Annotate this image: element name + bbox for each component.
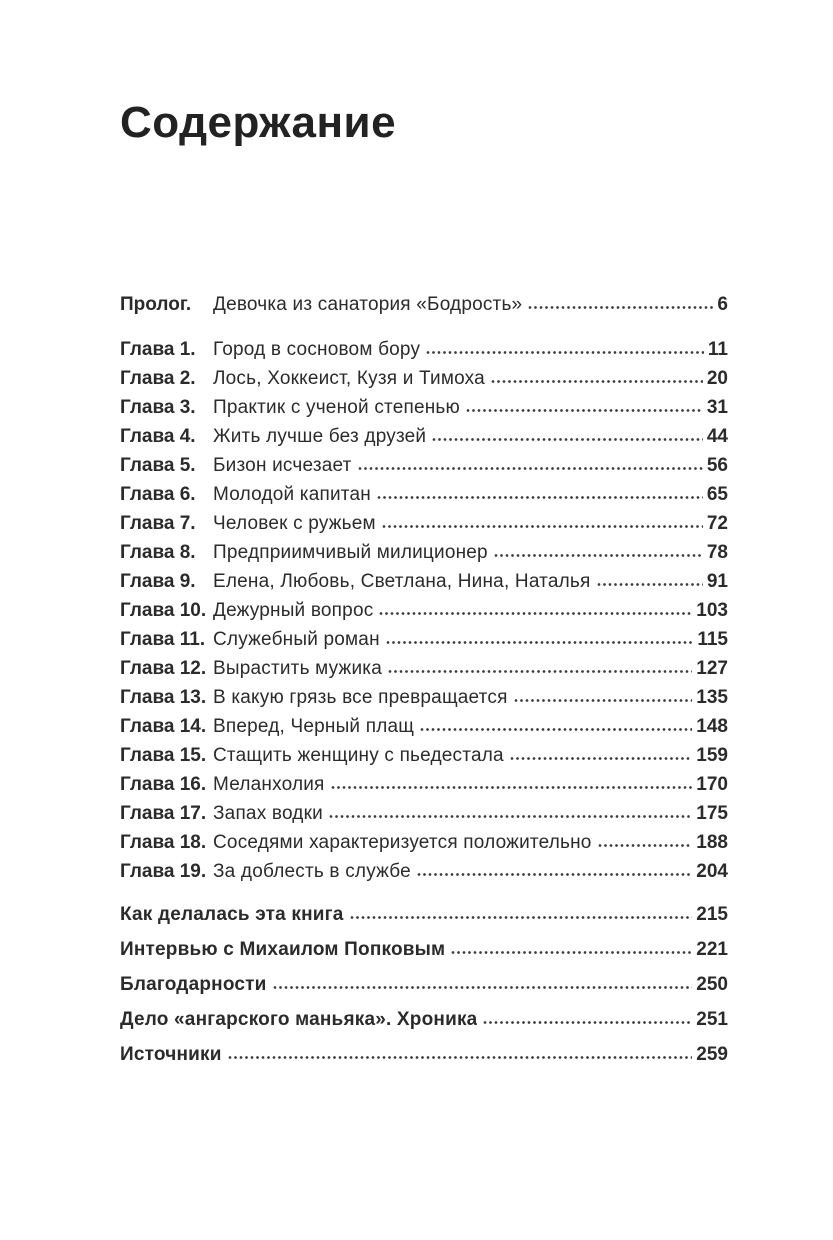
toc-row [120, 683, 728, 712]
dot-leader [426, 350, 704, 355]
toc-row [120, 828, 728, 857]
page-number: 11 [707, 339, 728, 360]
chapter-title: Девочка из санатория «Бодрость» [213, 294, 523, 315]
page-number: 221 [696, 939, 728, 960]
chapter-label: Глава 3. [120, 397, 196, 418]
dot-leader [491, 379, 703, 384]
chapter-label: Глава 11. [120, 629, 206, 650]
page-number: 215 [696, 904, 728, 925]
page-number: 250 [696, 974, 728, 995]
toc-row [120, 712, 728, 741]
section-title: Источники [120, 1044, 222, 1065]
chapter-title: За доблесть в службе [213, 861, 411, 882]
page-number: 56 [706, 455, 728, 476]
chapter-label: Глава 5. [120, 455, 196, 476]
dot-leader [358, 466, 703, 471]
toc-row [120, 625, 728, 654]
chapter-label: Глава 6. [120, 484, 196, 505]
toc-row [120, 364, 728, 393]
toc-row [120, 509, 728, 538]
toc-row [120, 480, 728, 509]
chapter-label: Глава 19. [120, 861, 207, 882]
dot-leader [379, 611, 692, 616]
toc-row [120, 770, 728, 799]
dot-leader [466, 408, 703, 413]
toc-row [120, 857, 728, 886]
toc-row [120, 335, 728, 364]
dot-leader [597, 582, 703, 587]
toc-section-row [120, 970, 728, 999]
chapter-title: Молодой капитан [213, 484, 371, 505]
page-number: 259 [696, 1044, 728, 1065]
dot-leader [598, 843, 693, 848]
chapter-title: В какую грязь все превращается [213, 687, 508, 708]
toc-section-row [120, 1005, 728, 1034]
chapter-title: Служебный роман [213, 629, 380, 650]
chapter-title: Меланхолия [213, 774, 325, 795]
chapter-label: Глава 10. [120, 600, 207, 621]
chapter-label: Глава 9. [120, 571, 196, 592]
page-number: 72 [706, 513, 728, 534]
section-title: Как делалась эта книга [120, 904, 344, 925]
toc-row [120, 451, 728, 480]
chapter-label: Глава 18. [120, 832, 207, 853]
chapter-label: Пролог. [120, 294, 192, 315]
chapter-title: Стащить женщину с пьедестала [213, 745, 504, 766]
chapter-title: Предприимчивый милиционер [213, 542, 488, 563]
chapter-label: Глава 7. [120, 513, 196, 534]
dot-leader [382, 524, 703, 529]
page-number: 31 [706, 397, 728, 418]
dot-leader [417, 872, 692, 877]
page-number: 204 [696, 861, 728, 882]
chapter-label: Глава 1. [120, 339, 196, 360]
dot-leader [494, 553, 703, 558]
toc-section-row [120, 1040, 728, 1069]
dot-leader [273, 985, 693, 990]
chapter-title: Человек с ружьем [213, 513, 376, 534]
chapter-title: Запах водки [213, 803, 323, 824]
chapter-label: Глава 16. [120, 774, 207, 795]
toc-row [120, 654, 728, 683]
page-number: 91 [706, 571, 728, 592]
toc-row [120, 799, 728, 828]
toc-row [120, 741, 728, 770]
toc-row-prologue [120, 290, 728, 319]
page-number: 65 [706, 484, 728, 505]
page-number: 251 [696, 1009, 728, 1030]
chapter-label: Глава 14. [120, 716, 207, 737]
dot-leader [331, 785, 693, 790]
chapter-title: Вырастить мужика [213, 658, 382, 679]
chapter-title: Город в сосновом бору [213, 339, 421, 360]
chapter-title: Дежурный вопрос [213, 600, 374, 621]
toc-row [120, 422, 728, 451]
toc-row [120, 393, 728, 422]
page-number: 44 [706, 426, 728, 447]
page-number: 78 [706, 542, 728, 563]
page-number: 135 [696, 687, 728, 708]
dot-leader [528, 305, 713, 310]
page-number: 175 [696, 803, 728, 824]
toc-row [120, 538, 728, 567]
dot-leader [388, 669, 692, 674]
page-number: 127 [696, 658, 728, 679]
dot-leader [432, 437, 703, 442]
dot-leader [451, 950, 692, 955]
page-number: 115 [697, 629, 728, 650]
chapter-label: Глава 2. [120, 368, 196, 389]
section-title: Интервью с Михаилом Попковым [120, 939, 446, 960]
page-number: 159 [696, 745, 728, 766]
chapter-label: Глава 12. [120, 658, 207, 679]
dot-leader [329, 814, 692, 819]
dot-leader [386, 640, 694, 645]
page-number: 20 [706, 368, 728, 389]
section-title: Дело «ангарского маньяка». Хроника [120, 1009, 478, 1030]
page-number: 188 [696, 832, 728, 853]
section-list [120, 900, 728, 1069]
section-title: Благодарности [120, 974, 267, 995]
dot-leader [350, 915, 693, 920]
chapter-title: Практик с ученой степенью [213, 397, 460, 418]
chapter-title: Бизон исчезает [213, 455, 352, 476]
chapter-label: Глава 8. [120, 542, 196, 563]
page-title: Содержание [120, 98, 397, 147]
chapter-title: Лось, Хоккеист, Кузя и Тимоха [213, 368, 485, 389]
page-number: 103 [696, 600, 728, 621]
dot-leader [377, 495, 703, 500]
page-number: 6 [717, 294, 728, 315]
chapter-title: Вперед, Черный плащ [213, 716, 415, 737]
chapter-title: Жить лучше без друзей [213, 426, 427, 447]
dot-leader [510, 756, 693, 761]
toc-section-row [120, 900, 728, 929]
chapter-title: Соседями характеризуется положительно [213, 832, 592, 853]
chapter-label: Глава 4. [120, 426, 196, 447]
dot-leader [514, 698, 693, 703]
chapter-label: Глава 17. [120, 803, 207, 824]
page-number: 170 [696, 774, 728, 795]
dot-leader [483, 1020, 692, 1025]
toc-section-row [120, 935, 728, 964]
page-number: 148 [696, 716, 728, 737]
chapter-title: Елена, Любовь, Светлана, Нина, Наталья [213, 571, 591, 592]
chapter-label: Глава 15. [120, 745, 207, 766]
dot-leader [420, 727, 692, 732]
toc-row [120, 596, 728, 625]
toc-row [120, 567, 728, 596]
chapter-label: Глава 13. [120, 687, 207, 708]
chapter-list [120, 335, 728, 886]
dot-leader [228, 1055, 693, 1060]
